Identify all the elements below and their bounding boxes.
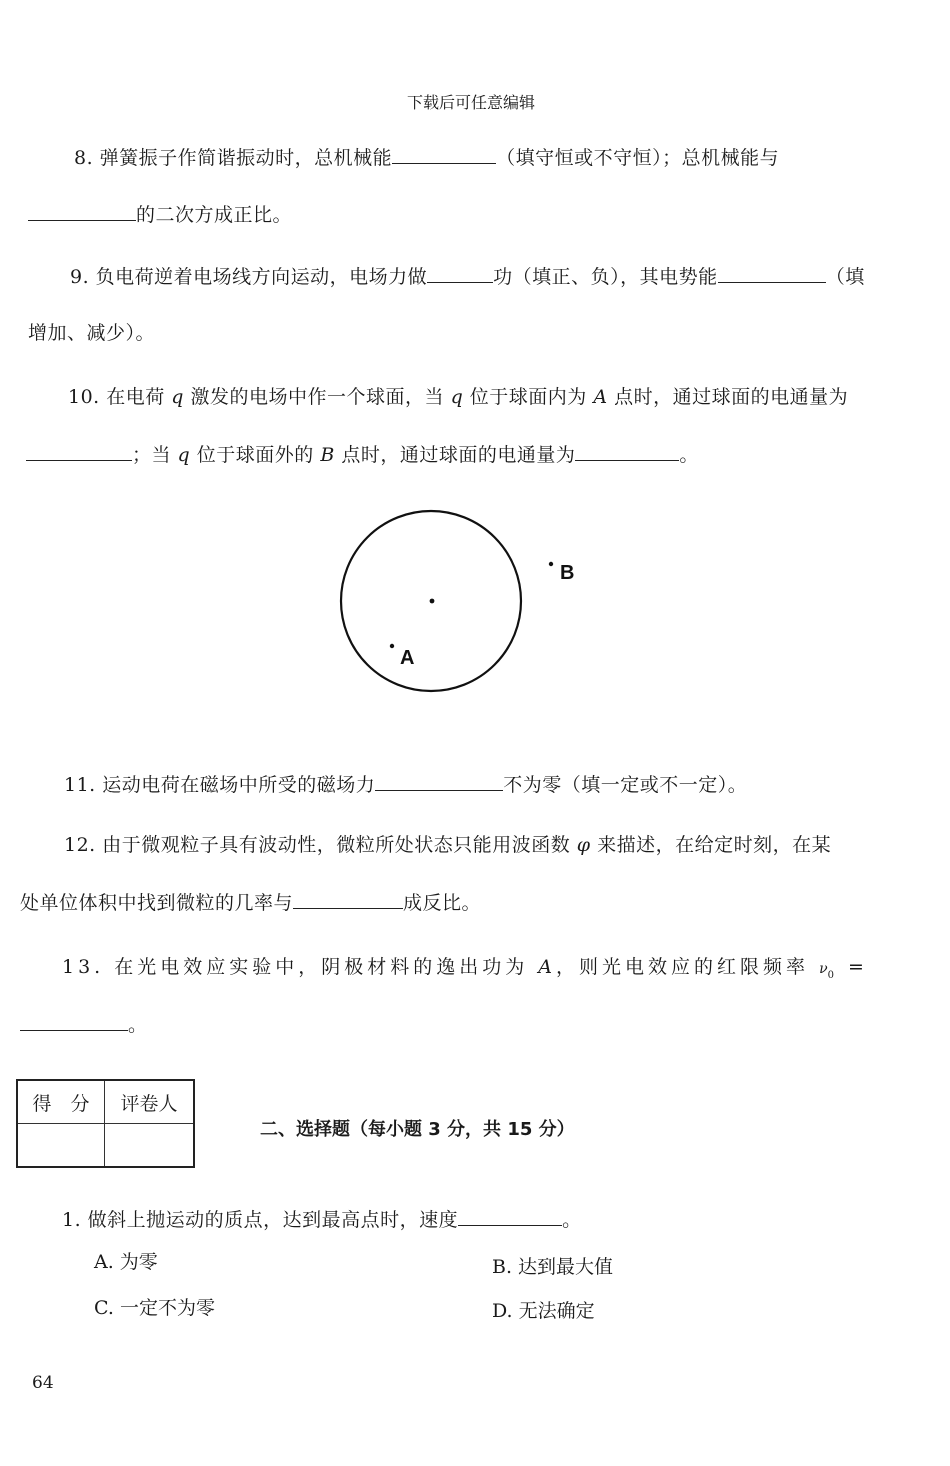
q11-blank[interactable] (375, 772, 503, 791)
question-10-line2 (26, 440, 699, 467)
mc1-option-d[interactable]: D. 无法确定 (492, 1300, 595, 1322)
score-header: 得 分 (17, 1080, 105, 1124)
q13-text-2: ，则光电效应的红限频率 (556, 956, 820, 978)
question-11 (64, 770, 747, 797)
q10-blank-1[interactable] (26, 442, 132, 461)
q9-text-2: 功（填正、负），其电势能 (493, 266, 718, 288)
question-8-line2 (28, 200, 292, 227)
q8-text-1: 8. 弹簧振子作简谐振动时，总机械能 (74, 147, 393, 169)
point-a-label: A (400, 647, 415, 669)
q12-text-1: 12. 由于微观粒子具有波动性，微粒所处状态只能用波函数 (64, 834, 577, 856)
mc1-option-b[interactable]: B. 达到最大值 (492, 1256, 614, 1278)
sphere-figure (330, 500, 630, 710)
q12-text-4: 成反比。 (403, 892, 482, 914)
point-a-dot (390, 644, 394, 648)
q12-text-3: 处单位体积中找到微粒的几率与 (20, 892, 294, 914)
grader-cell[interactable] (105, 1124, 195, 1168)
question-13-line2 (20, 1010, 148, 1037)
sphere-center-dot (430, 599, 435, 604)
q10-text-3: 位于球面内为 (463, 386, 594, 408)
question-13-line1 (62, 952, 868, 981)
section-2-title: 二、选择题（每小题 3 分，共 15 分） (260, 1119, 575, 1140)
q13-var-a: A (538, 956, 557, 978)
q10-text-5: ；当 (132, 444, 178, 466)
q12-text-2: 来描述，在给定时刻，在某 (590, 834, 832, 856)
q9-blank-2[interactable] (718, 264, 826, 283)
download-note: 下载后可任意编辑 (407, 93, 536, 112)
question-10-line1 (68, 382, 848, 409)
q8-text-3: 的二次方成正比。 (136, 204, 293, 226)
q10-blank-2[interactable] (575, 442, 679, 461)
question-9-line2 (28, 318, 155, 345)
q9-text-1: 9. 负电荷逆着电场线方向运动，电场力做 (70, 266, 428, 288)
question-9-line1 (70, 262, 865, 289)
q10-var-q3: q (177, 444, 191, 466)
q10-var-q2: q (450, 386, 464, 408)
q8-text-2: （填守恒或不守恒）；总机械能与 (496, 147, 780, 169)
q13-var-nu: ν (819, 961, 828, 977)
q10-text-8: 。 (679, 444, 699, 466)
question-12-line2 (20, 888, 481, 915)
q10-text-7: 点时，通过球面的电通量为 (334, 444, 576, 466)
mc1-stem: 1. 做斜上抛运动的质点，达到最高点时，速度 (62, 1209, 459, 1231)
q13-text-3: 。 (128, 1014, 148, 1036)
q8-blank-2[interactable] (28, 202, 136, 221)
score-cell[interactable] (17, 1124, 105, 1168)
mc1-option-a[interactable]: A. 为零 (94, 1251, 158, 1273)
q9-text-3: （填 (825, 266, 865, 288)
mc-question-1 (62, 1205, 582, 1232)
q11-text-2: 不为零（填一定或不一定）。 (503, 774, 748, 796)
q13-text-1: 13. 在光电效应实验中，阴极材料的逸出功为 (62, 956, 539, 978)
q10-text-4: 点时，通过球面的电通量为 (607, 386, 849, 408)
question-8-line1 (74, 143, 779, 170)
q13-blank[interactable] (20, 1012, 128, 1031)
mc1-blank[interactable] (458, 1207, 562, 1226)
q12-var-phi: φ (576, 834, 591, 856)
q10-text-2: 激发的电场中作一个球面，当 (183, 386, 451, 408)
q9-blank-1[interactable] (427, 264, 493, 283)
mc1-end: 。 (562, 1209, 582, 1231)
q11-text-1: 11. 运动电荷在磁场中所受的磁场力 (64, 774, 376, 796)
point-b-label: B (560, 562, 575, 584)
q13-var-nu-sub: 0 (827, 969, 838, 981)
q9-text-4: 增加、减少）。 (28, 322, 156, 344)
q12-blank[interactable] (293, 890, 403, 909)
point-b-dot (549, 562, 553, 566)
question-12-line1 (64, 830, 831, 857)
q10-var-b: B (320, 444, 335, 466)
q10-var-q: q (171, 386, 184, 408)
q10-var-a: A (593, 386, 608, 408)
q10-text-1: 10. 在电荷 (68, 386, 172, 408)
page-number: 64 (32, 1373, 54, 1393)
score-table (16, 1079, 195, 1168)
mc1-option-c[interactable]: C. 一定不为零 (94, 1297, 215, 1319)
q8-blank-1[interactable] (392, 145, 496, 164)
grader-header: 评卷人 (105, 1080, 195, 1124)
q13-eq: = (837, 956, 868, 978)
q10-text-6: 位于球面外的 (190, 444, 321, 466)
